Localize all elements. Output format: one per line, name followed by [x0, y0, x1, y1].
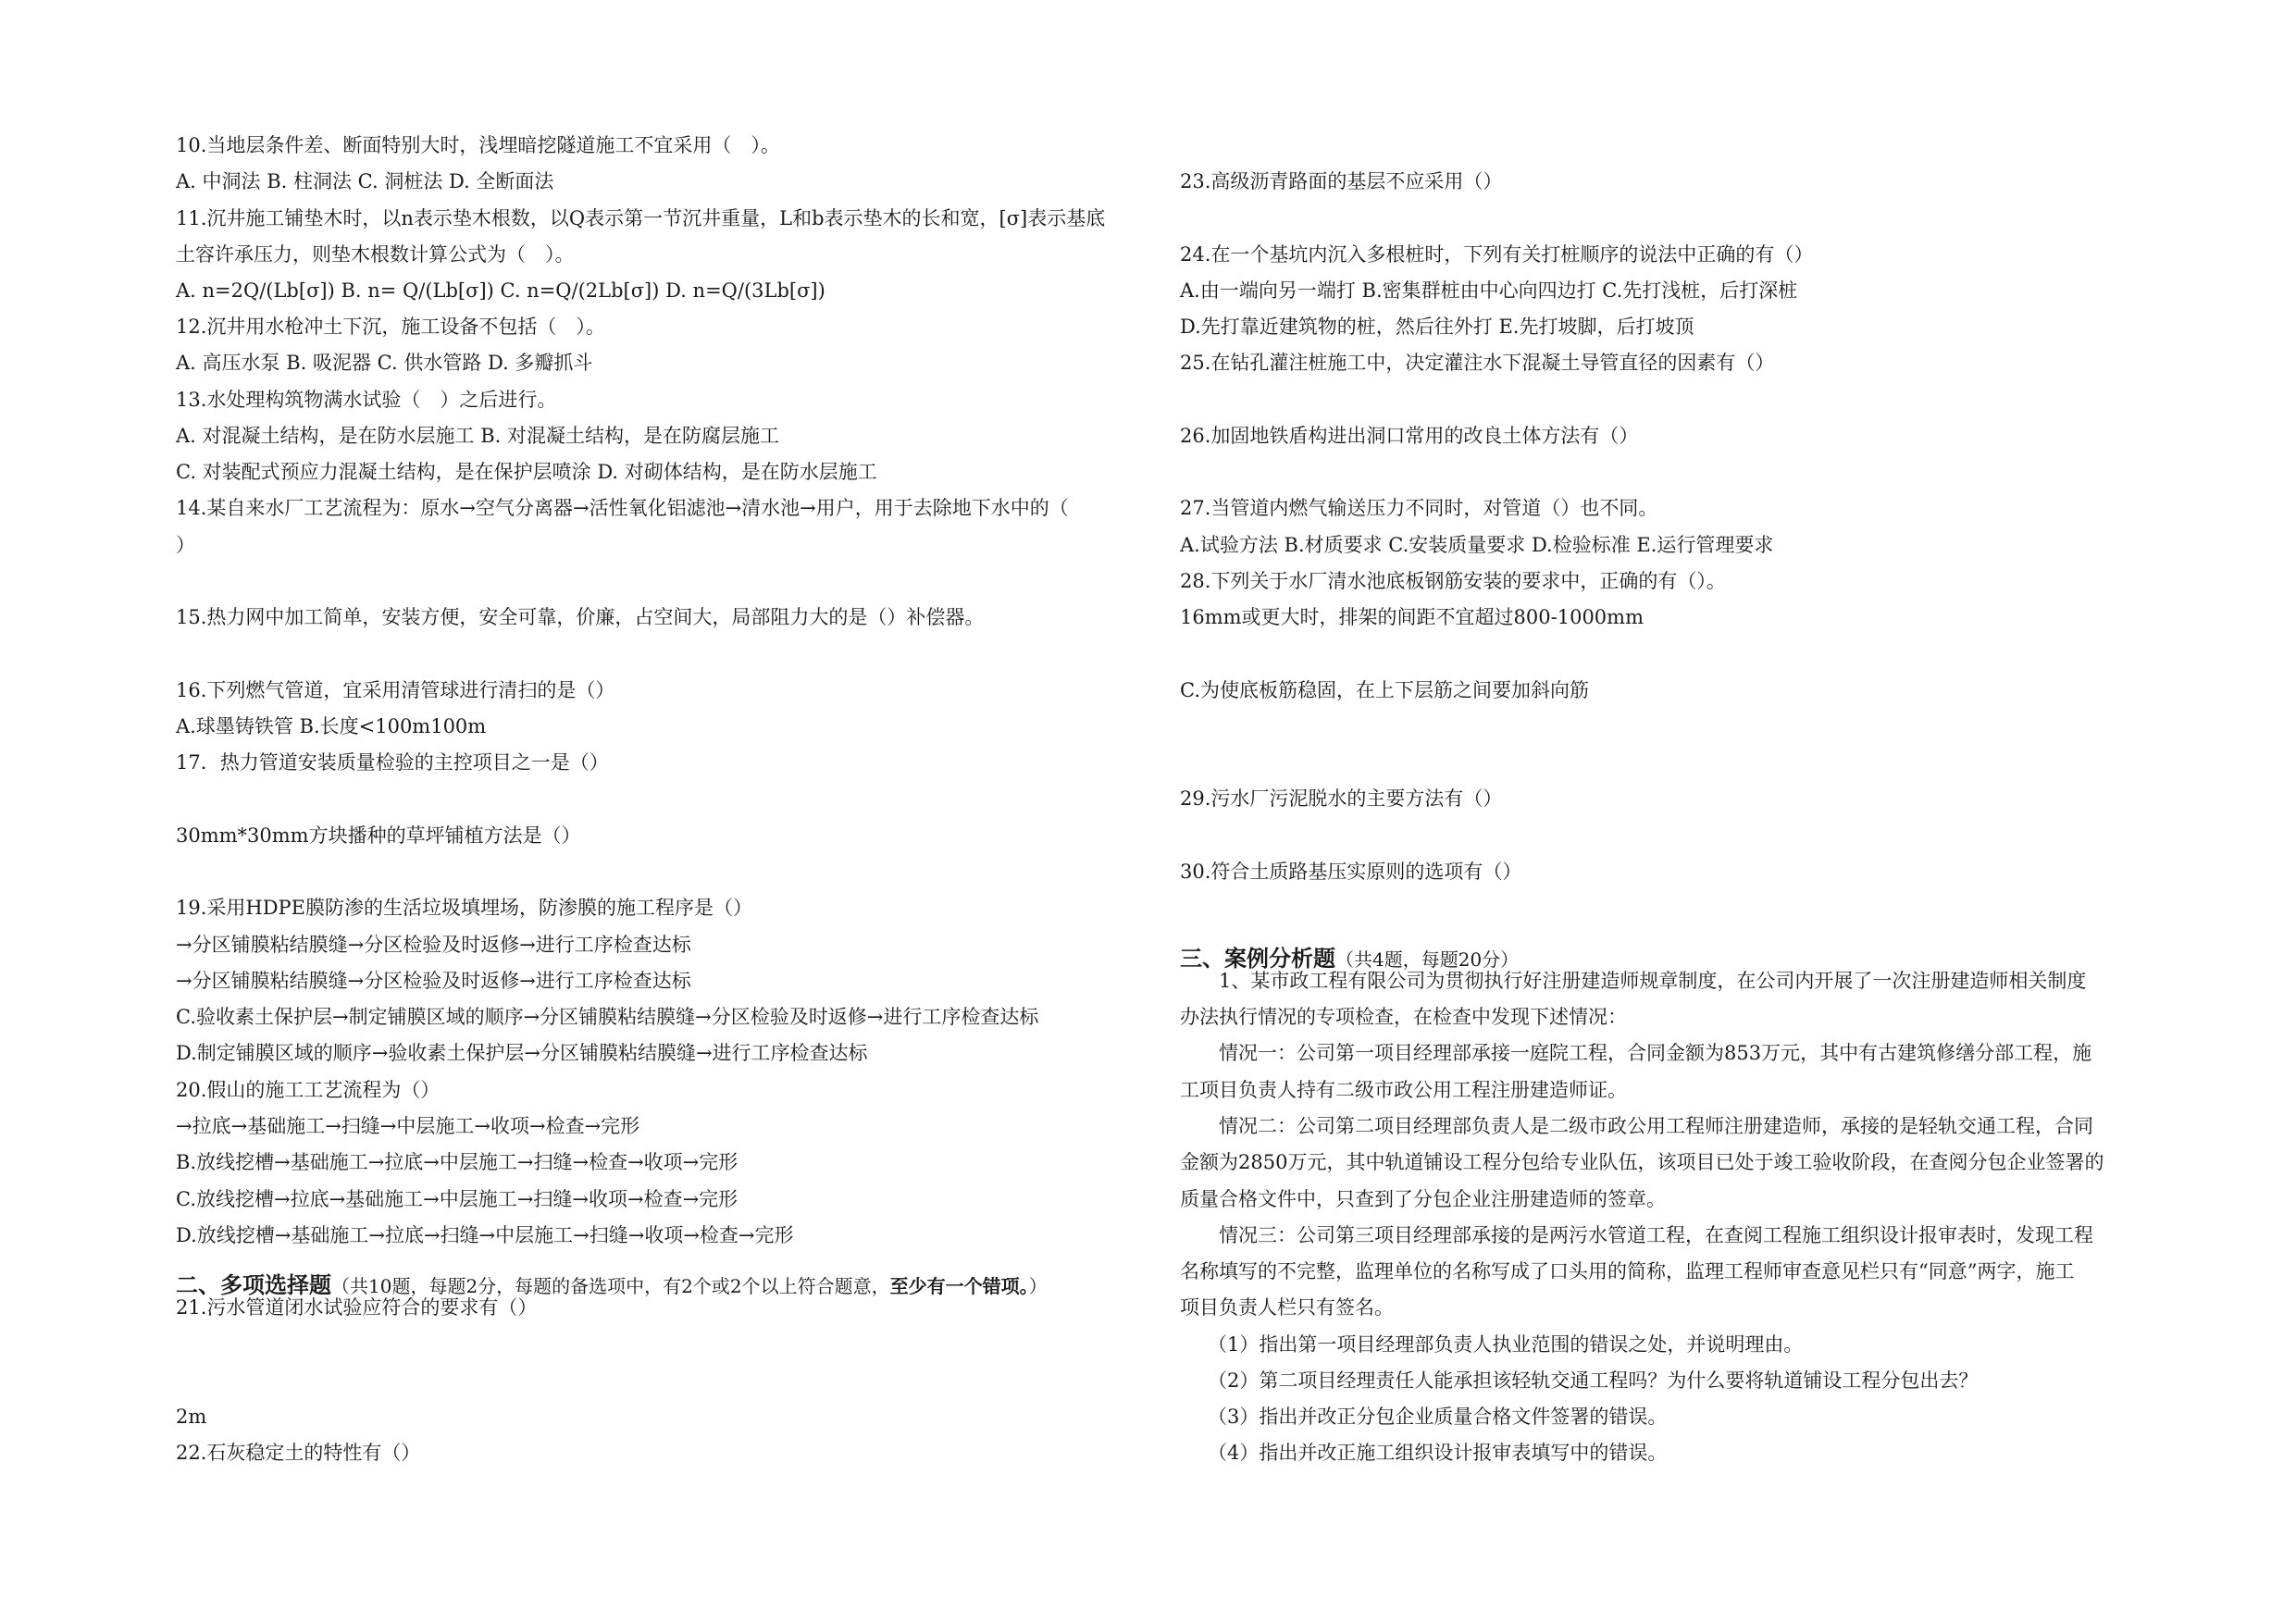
question-line: →分区铺膜粘结膜缝→分区检验及时返修→进行工序检查达标 — [176, 934, 691, 956]
question-line: 25.在钻孔灌注桩施工中，决定灌注水下混凝土导管直径的因素有（） — [1180, 352, 1775, 374]
case-line: 项目负责人栏只有签名。 — [1180, 1296, 1394, 1319]
question-line: 2m — [176, 1406, 207, 1428]
question-line: 16mm或更大时，排架的间距不宜超过800-1000mm — [1180, 606, 1644, 628]
question-line: 17．热力管道安装质量检验的主控项目之一是（） — [176, 751, 609, 774]
case-line: （4）指出并改正施工组织设计报审表填写中的错误。 — [1208, 1442, 1668, 1464]
question-line: 30.符合土质路基压实原则的选项有（） — [1180, 861, 1522, 883]
question-line: ） — [176, 534, 195, 556]
case-line: 质量合格文件中，只查到了分包企业注册建造师的签章。 — [1180, 1188, 1666, 1210]
question-line: 15.热力网中加工简单，安装方便，安全可靠，价廉，占空间大，局部阻力大的是（）补偿器。 — [176, 606, 985, 628]
question-line: C.为使底板筋稳固，在上下层筋之间要加斜向筋 — [1180, 679, 1589, 701]
case-line: 情况一：公司第一项目经理部承接一庭院工程，合同金额为853万元，其中有古建筑修缮分部工程，施 — [1219, 1042, 2092, 1064]
question-line: 12.沉井用水枪冲土下沉，施工设备不包括（ ）。 — [176, 316, 605, 338]
question-line: C.验收素土保护层→制定铺膜区域的顺序→分区铺膜粘结膜缝→分区检验及时返修→进行工序检查达标 — [176, 1006, 1039, 1028]
case-line: 1、某市政工程有限公司为贯彻执行好注册建造师规章制度，在公司内开展了一次注册建造师相关制度 — [1219, 970, 2087, 992]
question-line: A.试验方法 B.材质要求 C.安装质量要求 D.检验标准 E.运行管理要求 — [1180, 534, 1774, 556]
question-line: D.先打靠近建筑物的桩，然后往外打 E.先打坡脚，后打坡顶 — [1180, 316, 1694, 338]
section-2-heading — [176, 1271, 1048, 1299]
question-line: 21.污水管道闭水试验应符合的要求有（） — [176, 1296, 538, 1319]
question-line: 土容许承压力，则垫木根数计算公式为（ ）。 — [176, 243, 575, 266]
question-line: 16.下列燃气管道，宜采用清管球进行清扫的是（） — [176, 679, 615, 701]
question-line: 22.石灰稳定土的特性有（） — [176, 1442, 421, 1464]
question-line: D.制定铺膜区域的顺序→验收素土保护层→分区铺膜粘结膜缝→进行工序检查达标 — [176, 1042, 868, 1064]
question-line: C.放线挖槽→拉底→基础施工→中层施工→扫缝→收项→检查→完形 — [176, 1188, 738, 1210]
section-3-title: 三、案例分析题 — [1180, 945, 1335, 972]
section-2-title: 二、多项选择题 — [176, 1271, 331, 1298]
question-line: 24.在一个基坑内沉入多根桩时，下列有关打桩顺序的说法中正确的有（） — [1180, 243, 1814, 266]
question-line: 13.水处理构筑物满水试验（ ）之后进行。 — [176, 389, 557, 411]
case-line: 情况二：公司第二项目经理部负责人是二级市政公用工程师注册建造师，承接的是轻轨交通工程，合同 — [1219, 1115, 2093, 1137]
section-2-note: （共10题，每题2分，每题的备选项中，有2个或2个以上符合题意， — [331, 1275, 890, 1297]
case-line: （1）指出第一项目经理部负责人执业范围的错误之处，并说明理由。 — [1208, 1333, 1804, 1356]
section-2-bold-note: 至少有一个错项。 — [889, 1275, 1029, 1297]
case-line: （2）第二项目经理责任人能承担该轻轨交通工程吗？为什么要将轨道铺设工程分包出去？ — [1208, 1369, 1979, 1392]
question-line: A. 高压水泵 B. 吸泥器 C. 供水管路 D. 多瓣抓斗 — [176, 352, 593, 374]
section-3-note: （共4题，每题20分） — [1335, 948, 1520, 971]
question-line: 28.下列关于水厂清水池底板钢筋安装的要求中，正确的有（）。 — [1180, 570, 1726, 592]
question-line: D.放线挖槽→基础施工→拉底→扫缝→中层施工→扫缝→收项→检查→完形 — [176, 1224, 794, 1246]
question-line: A.由一端向另一端打 B.密集群桩由中心向四边打 C.先打浅桩，后打深桩 — [1180, 279, 1798, 302]
question-line: 19.采用HDPE膜防渗的生活垃圾填埋场，防渗膜的施工程序是（） — [176, 897, 753, 919]
question-line: 30mm*30mm方块播种的草坪铺植方法是（） — [176, 824, 581, 847]
question-line: →分区铺膜粘结膜缝→分区检验及时返修→进行工序检查达标 — [176, 970, 691, 992]
question-line: 10.当地层条件差、断面特别大时，浅埋暗挖隧道施工不宜采用（ ）。 — [176, 134, 780, 156]
question-line: 29.污水厂污泥脱水的主要方法有（） — [1180, 787, 1503, 810]
question-line: A. 中洞法 B. 柱洞法 C. 洞桩法 D. 全断面法 — [176, 170, 554, 192]
question-line: 11.沉井施工铺垫木时，以n表示垫木根数，以Q表示第一节沉井重量，L和b表示垫木的长和宽，[σ]表示基底 — [176, 207, 1106, 229]
question-line: 14.某自来水厂工艺流程为：原水→空气分离器→活性氧化铝滤池→清水池→用户，用于去除地下水中的（ — [176, 497, 1069, 519]
question-line: 23.高级沥青路面的基层不应采用（） — [1180, 170, 1503, 192]
question-line: 26.加固地铁盾构进出洞口常用的改良土体方法有（） — [1180, 425, 1639, 447]
section-2-note-end: ） — [1028, 1275, 1048, 1297]
case-line: （3）指出并改正分包企业质量合格文件签署的错误。 — [1208, 1406, 1668, 1428]
question-line: →拉底→基础施工→扫缝→中层施工→收项→检查→完形 — [176, 1115, 640, 1137]
question-line: A.球墨铸铁管 B.长度<100m100m — [176, 715, 487, 737]
case-line: 情况三：公司第三项目经理部承接的是两污水管道工程，在查阅工程施工组织设计报审表时，发现工程 — [1219, 1224, 2093, 1246]
question-line: 20.假山的施工工艺流程为（） — [176, 1079, 441, 1101]
case-line: 名称填写的不完整，监理单位的名称写成了口头用的简称，监理工程师审查意见栏只有“同意”两字，施工 — [1180, 1260, 2075, 1282]
question-line: C. 对装配式预应力混凝土结构，是在保护层喷涂 D. 对砌体结构，是在防水层施工 — [176, 461, 877, 483]
case-line: 办法执行情况的专项检查，在检查中发现下述情况： — [1180, 1006, 1627, 1028]
question-line: A. 对混凝土结构，是在防水层施工 B. 对混凝土结构，是在防腐层施工 — [176, 425, 779, 447]
case-line: 工项目负责人持有二级市政公用工程注册建造师证。 — [1180, 1079, 1627, 1101]
case-line: 金额为2850万元，其中轨道铺设工程分包给专业队伍，该项目已处于竣工验收阶段，在查阅分包企业签署的 — [1180, 1151, 2104, 1173]
question-line: A. n=2Q/(Lb[σ]) B. n= Q/(Lb[σ]) C. n=Q/(2Lb[σ]) D. n=Q/(3Lb[σ]) — [176, 279, 825, 302]
question-line: 27.当管道内燃气输送压力不同时，对管道（）也不同。 — [1180, 497, 1658, 519]
question-line: B.放线挖槽→基础施工→拉底→中层施工→扫缝→检查→收项→完形 — [176, 1151, 738, 1173]
